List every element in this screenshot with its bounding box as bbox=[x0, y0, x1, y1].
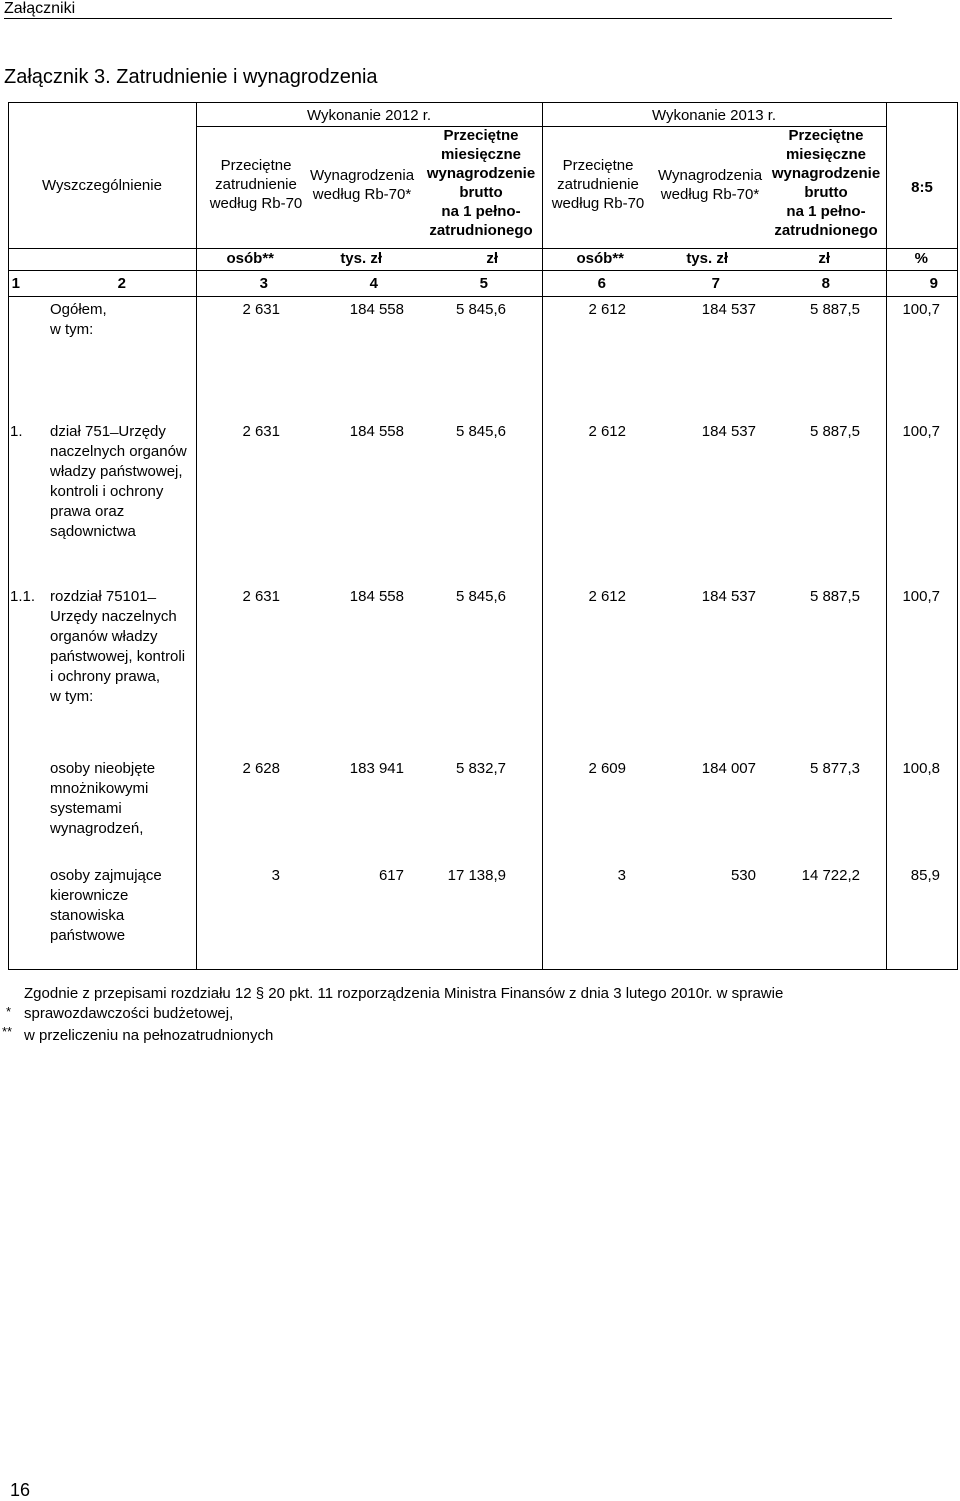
table-line bbox=[8, 296, 958, 297]
table-cell: 5 845,6 bbox=[455, 588, 506, 605]
col-header-spec: Wyszczególnienie bbox=[42, 177, 162, 194]
group-2012-header: Wykonanie 2012 r. bbox=[306, 107, 432, 124]
table-cell: 85,9 bbox=[910, 867, 940, 884]
table-cell: 2 631 bbox=[242, 423, 280, 440]
footnote-1-mark: * bbox=[6, 1004, 12, 1019]
column-numbers-row bbox=[0, 274, 960, 294]
table-cell: 3 bbox=[271, 867, 280, 884]
footnote-2-mark: ** bbox=[2, 1024, 13, 1039]
col-header-employment-2012: Przeciętne zatrudnienie według Rb-70 bbox=[209, 157, 303, 212]
footnote-2-text: w przeliczeniu na pełnozatrudnionych bbox=[24, 1027, 274, 1044]
row-lp: 1.1. bbox=[10, 588, 36, 605]
col-number: 3 bbox=[259, 275, 268, 292]
table-cell: 5 845,6 bbox=[455, 301, 506, 318]
table-line bbox=[886, 102, 887, 970]
col-number: 5 bbox=[479, 275, 488, 292]
table-cell: 2 631 bbox=[242, 301, 280, 318]
col-number: 9 bbox=[929, 275, 938, 292]
unit-tys-zl-2012: tys. zł bbox=[340, 250, 382, 267]
table-cell: 5 887,5 bbox=[809, 423, 860, 440]
col-number: 8 bbox=[821, 275, 830, 292]
col-header-wages-2013: Wynagrodzenia według Rb-70* bbox=[657, 167, 763, 203]
table-cell: 184 537 bbox=[701, 423, 756, 440]
footnote-1-line-1: Zgodnie z przepisami rozdziału 12 § 20 pkt. 11 rozporządzenia Ministra Finansów z dnia 3 lutego 2010r. w sprawie bbox=[24, 985, 784, 1002]
col-header-avg-wage-2013: Przeciętne miesięczne wynagrodzenie brutto na 1 pełno- zatrudnionego bbox=[771, 127, 881, 239]
units-row bbox=[0, 249, 960, 269]
table-cell: 14 722,2 bbox=[801, 867, 860, 884]
table-line bbox=[542, 102, 543, 970]
row-label: osoby nieobjęte mnożnikowymi systemami wynagrodzeń, bbox=[50, 760, 156, 837]
col-header-employment-2013: Przeciętne zatrudnienie według Rb-70 bbox=[551, 157, 645, 212]
header-rule bbox=[4, 18, 892, 19]
table-cell: 617 bbox=[378, 867, 404, 884]
table-cell: 5 887,5 bbox=[809, 301, 860, 318]
row-label: dział 751 ̶ Urzędy naczelnych organów władzy państwowej, kontroli i ochrony prawa oraz sądownictwa bbox=[50, 423, 187, 540]
row-label: osoby zajmujące kierownicze stanowiska państwowe bbox=[50, 867, 162, 944]
unit-zl-2013: zł bbox=[818, 250, 830, 267]
table-cell: 2 628 bbox=[242, 760, 280, 777]
table-cell: 184 558 bbox=[349, 588, 404, 605]
table-cell: 5 877,3 bbox=[809, 760, 860, 777]
table-cell: 184 537 bbox=[701, 301, 756, 318]
footnote-1-line-2: sprawozdawczości budżetowej, bbox=[24, 1005, 234, 1022]
table-cell: 100,7 bbox=[902, 423, 940, 440]
table-cell: 183 941 bbox=[349, 760, 404, 777]
attachment-title: Załącznik 3. Zatrudnienie i wynagrodzenia bbox=[4, 66, 378, 88]
unit-percent: % bbox=[914, 250, 928, 267]
unit-tys-zl-2013: tys. zł bbox=[686, 250, 728, 267]
page-header-title: Załączniki bbox=[4, 0, 76, 17]
row-lp: 1. bbox=[10, 423, 23, 440]
table-line bbox=[8, 270, 958, 271]
group-2013-header: Wykonanie 2013 r. bbox=[651, 107, 777, 124]
table-cell: 3 bbox=[617, 867, 626, 884]
table-cell: 100,7 bbox=[902, 588, 940, 605]
table-cell: 184 537 bbox=[701, 588, 756, 605]
table-cell: 2 612 bbox=[588, 588, 626, 605]
col-header-avg-wage-2012: Przeciętne miesięczne wynagrodzenie brutto na 1 pełno- zatrudnionego bbox=[426, 127, 536, 239]
table-cell: 184 558 bbox=[349, 301, 404, 318]
row-label: Ogółem, w tym: bbox=[50, 301, 107, 338]
table-cell: 100,8 bbox=[902, 760, 940, 777]
table-cell: 530 bbox=[730, 867, 756, 884]
table-cell: 100,7 bbox=[902, 301, 940, 318]
unit-zl-2012: zł bbox=[486, 250, 498, 267]
col-number: 6 bbox=[597, 275, 606, 292]
col-number: 1 bbox=[11, 275, 20, 292]
table-cell: 17 138,9 bbox=[447, 867, 506, 884]
unit-osob-2012: osób** bbox=[226, 250, 274, 267]
table-cell: 2 612 bbox=[588, 423, 626, 440]
row-label: rozdział 75101 ̶ Urzędy naczelnych organów władzy państwowej, kontroli i ochrony prawa, w tym: bbox=[50, 588, 186, 705]
col-header-ratio: 8:5 bbox=[911, 179, 933, 196]
col-header-wages-2012: Wynagrodzenia według Rb-70* bbox=[309, 167, 415, 203]
table-line bbox=[196, 102, 197, 970]
table-cell: 2 612 bbox=[588, 301, 626, 318]
table-cell: 5 832,7 bbox=[455, 760, 506, 777]
table-cell: 184 007 bbox=[701, 760, 756, 777]
col-number: 4 bbox=[369, 275, 378, 292]
table-cell: 2 609 bbox=[588, 760, 626, 777]
col-number: 2 bbox=[117, 275, 126, 292]
page-number: 16 bbox=[10, 1480, 31, 1500]
table-cell: 5 845,6 bbox=[455, 423, 506, 440]
unit-osob-2013: osób** bbox=[576, 250, 624, 267]
table-cell: 184 558 bbox=[349, 423, 404, 440]
table-cell: 2 631 bbox=[242, 588, 280, 605]
col-number: 7 bbox=[711, 275, 720, 292]
table-cell: 5 887,5 bbox=[809, 588, 860, 605]
